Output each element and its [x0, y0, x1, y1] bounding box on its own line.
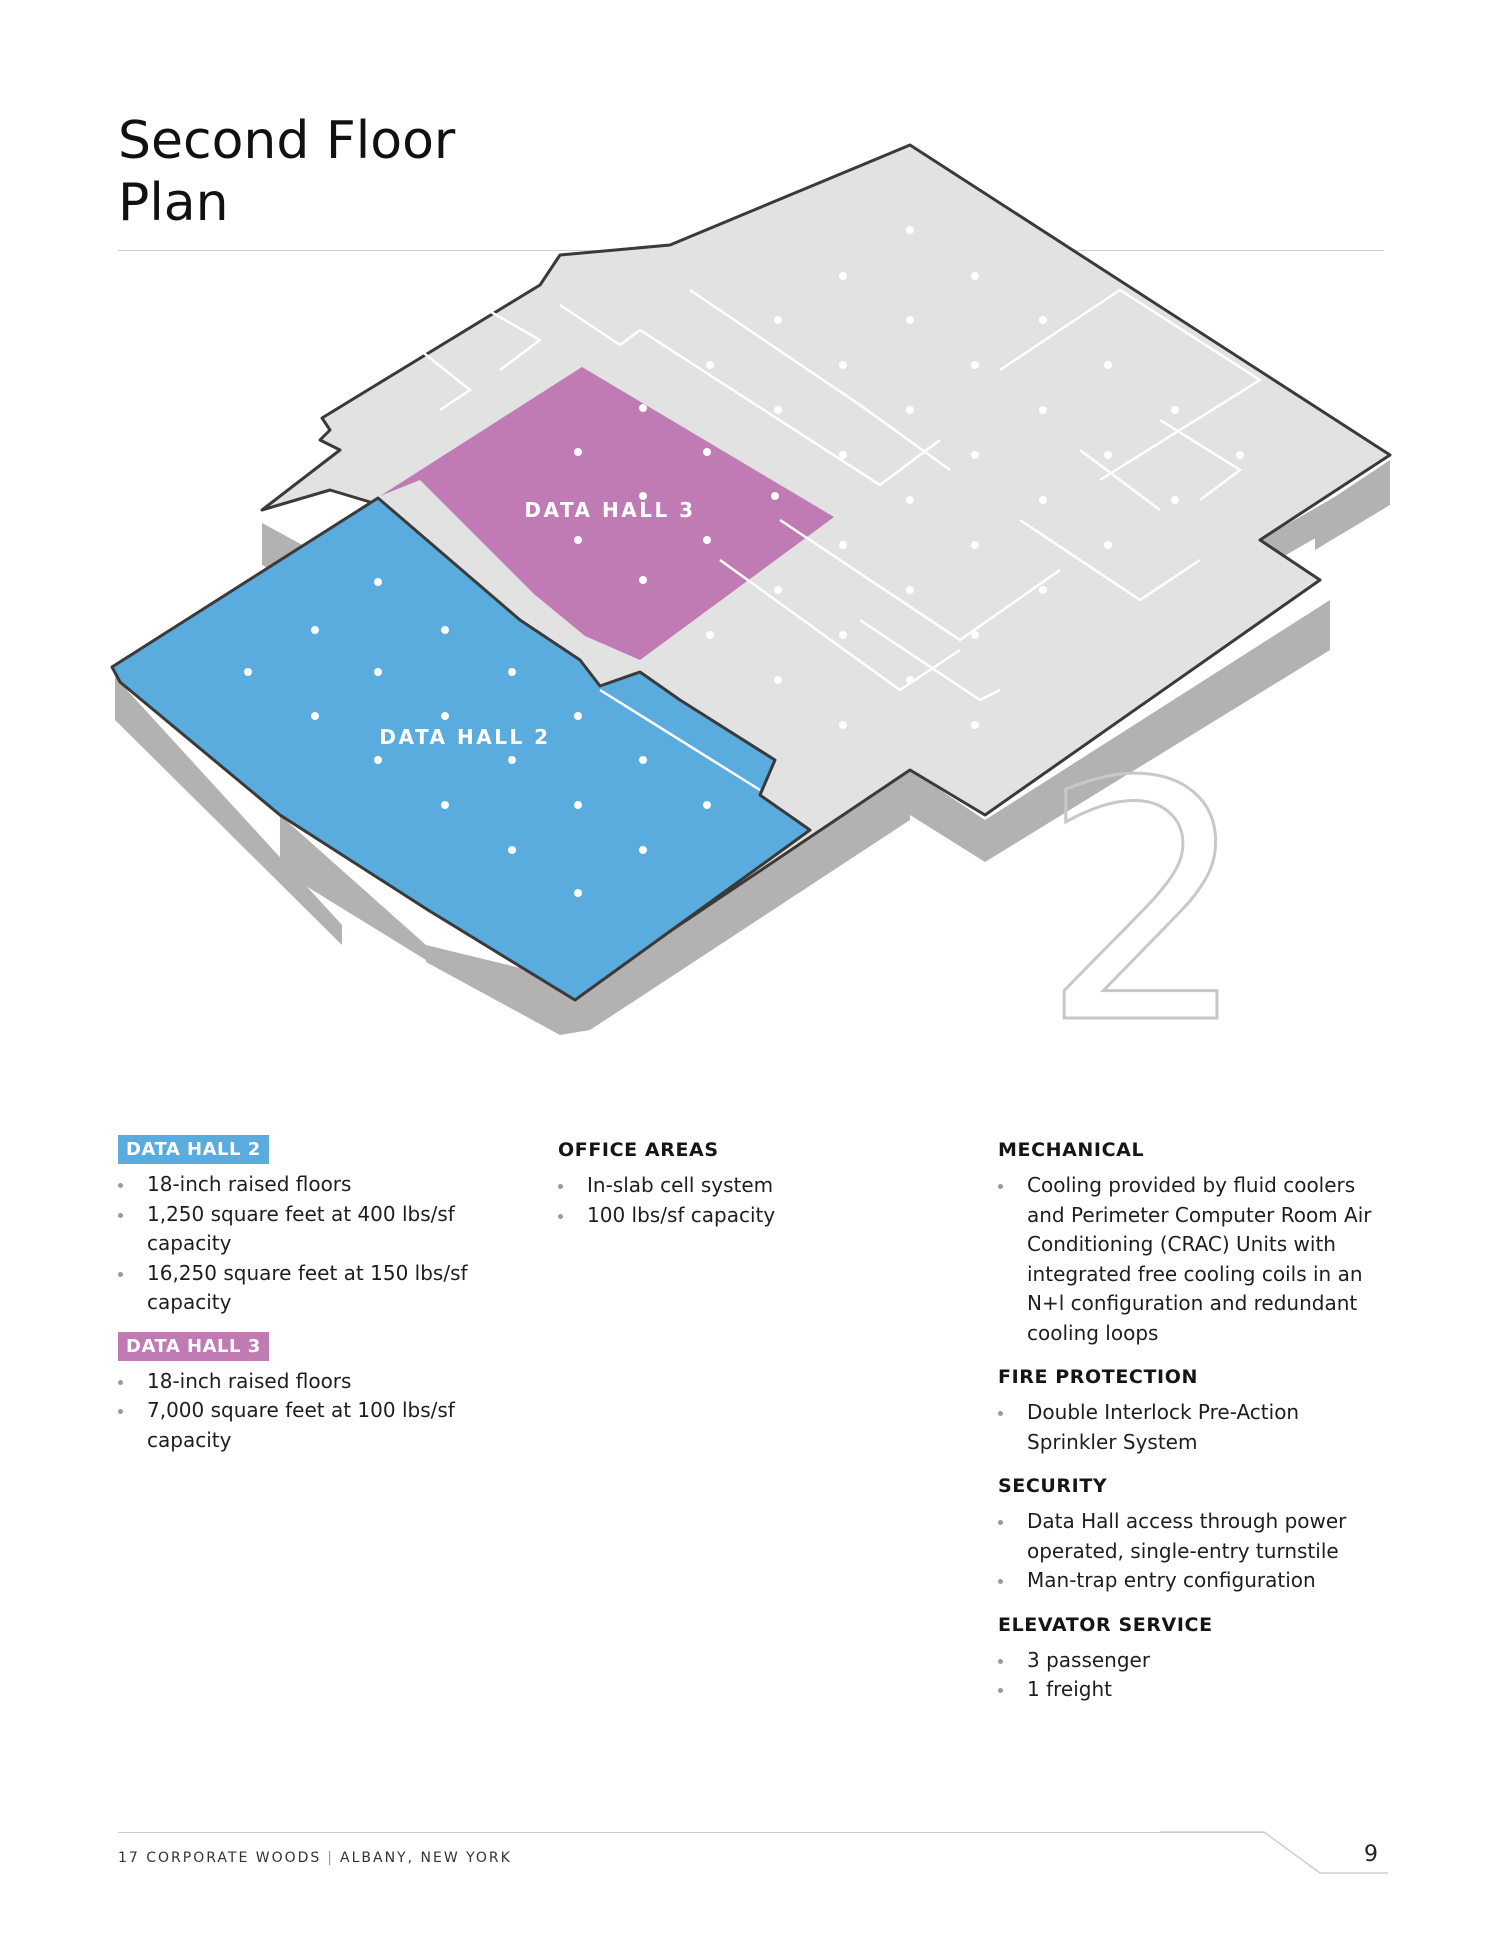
floor-number-numeral: 2: [1040, 712, 1250, 1096]
list-item: Man-trap entry configuration: [998, 1566, 1393, 1596]
fire-protection-heading: FIRE PROTECTION: [998, 1366, 1198, 1388]
footer-separator: |: [327, 1850, 335, 1866]
bullet-icon: [118, 1213, 123, 1218]
list-item: Double Interlock Pre-Action Sprinkler System: [998, 1398, 1393, 1457]
list-item: Data Hall access through power operated, single-entry turnstile: [998, 1507, 1393, 1566]
footer-building: 17 CORPORATE WOODS: [118, 1850, 322, 1866]
fire-protection-list: [998, 1398, 1393, 1457]
data-hall-2-label: DATA HALL 2: [379, 725, 551, 749]
bullet-icon: [118, 1380, 123, 1385]
page-number: 9: [1364, 1842, 1378, 1867]
footer-divider: [118, 1832, 1264, 1833]
elevator-service-list: [998, 1646, 1393, 1705]
security-list: [998, 1507, 1393, 1596]
bullet-icon: [118, 1409, 123, 1414]
bullet-icon: [998, 1659, 1003, 1664]
list-item: In-slab cell system: [558, 1171, 958, 1201]
list-item: 16,250 square feet at 150 lbs/sf capacity: [118, 1259, 518, 1318]
mechanical-list: [998, 1171, 1393, 1348]
data-hall-3-label: DATA HALL 3: [524, 498, 696, 522]
bullet-icon: [118, 1183, 123, 1188]
list-item: 1 freight: [998, 1675, 1393, 1705]
column-building-systems: [998, 1135, 1393, 1719]
list-item: 3 passenger: [998, 1646, 1393, 1676]
bullet-icon: [998, 1520, 1003, 1525]
page-title: Second Floor Plan: [118, 111, 456, 233]
bullet-icon: [998, 1184, 1003, 1189]
office-areas-list: [558, 1171, 958, 1230]
security-heading: SECURITY: [998, 1475, 1108, 1497]
list-item: 7,000 square feet at 100 lbs/sf capacity: [118, 1396, 518, 1455]
footer-city: ALBANY, NEW YORK: [340, 1850, 512, 1866]
office-areas-heading: OFFICE AREAS: [558, 1139, 719, 1161]
column-office-areas: [558, 1135, 958, 1244]
data-hall-2-tag: DATA HALL 2: [118, 1135, 269, 1164]
mechanical-heading: MECHANICAL: [998, 1139, 1145, 1161]
data-hall-2-list: [118, 1170, 518, 1318]
column-data-halls: [118, 1135, 518, 1469]
list-item: 18-inch raised floors: [118, 1170, 518, 1200]
list-item: 100 lbs/sf capacity: [558, 1201, 958, 1231]
data-hall-3-list: [118, 1367, 518, 1456]
bullet-icon: [998, 1579, 1003, 1584]
list-item: Cooling provided by fluid coolers and Perimeter Computer Room Air Conditioning (CRAC) Units with integrated free cooling coils in an N+l configuration and redundant cooling loops: [998, 1171, 1393, 1348]
elevator-service-heading: ELEVATOR SERVICE: [998, 1613, 1213, 1636]
bullet-icon: [558, 1184, 563, 1189]
list-item: 1,250 square feet at 400 lbs/sf capacity: [118, 1200, 518, 1259]
footer-tab-shape: [1160, 1830, 1390, 1880]
bullet-icon: [998, 1688, 1003, 1693]
list-item: 18-inch raised floors: [118, 1367, 518, 1397]
bullet-icon: [118, 1272, 123, 1277]
bullet-icon: [558, 1214, 563, 1219]
bullet-icon: [998, 1411, 1003, 1416]
data-hall-3-tag: DATA HALL 3: [118, 1332, 269, 1361]
footer-address: [118, 1850, 512, 1866]
